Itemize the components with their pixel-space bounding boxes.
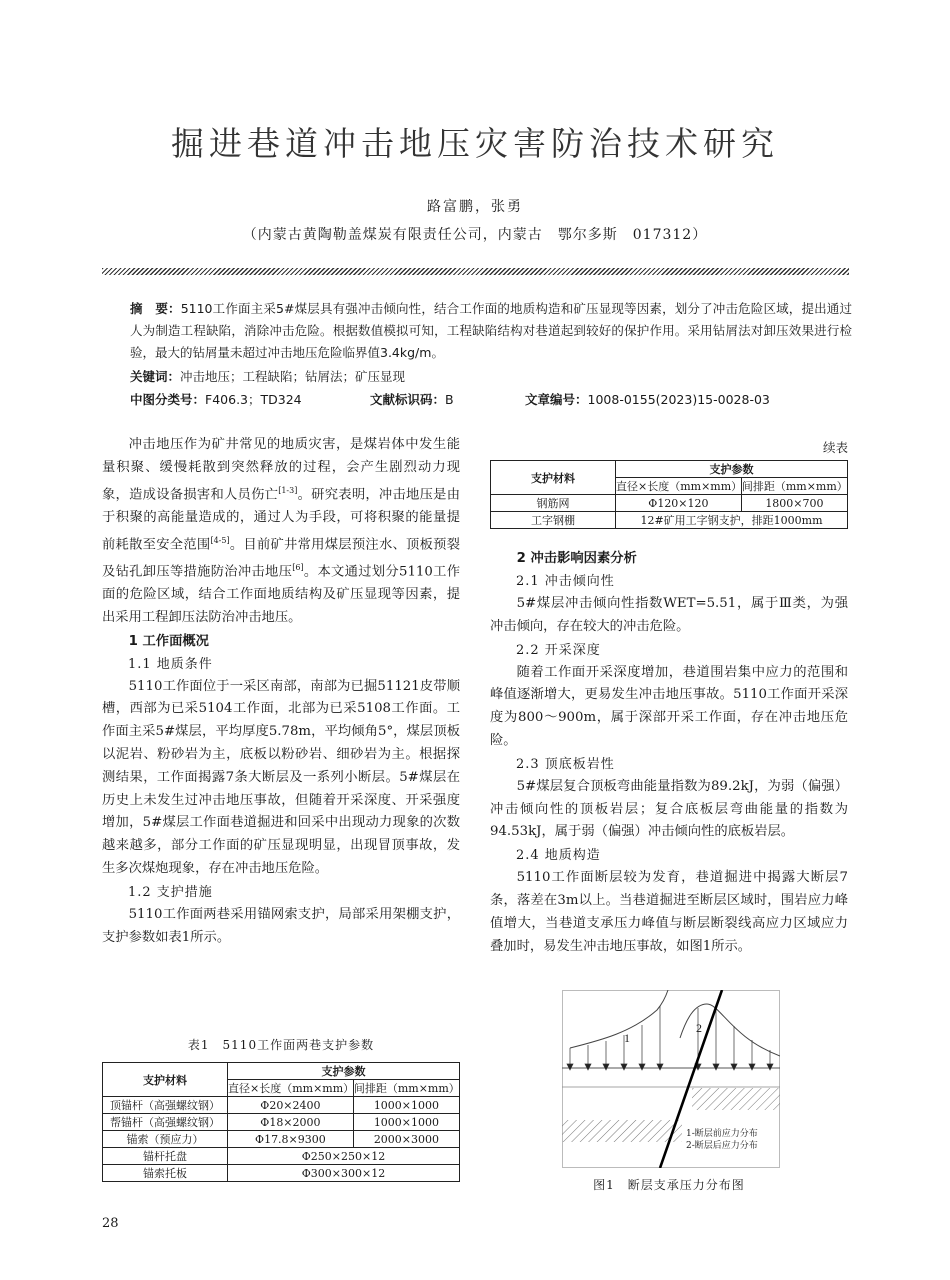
body-paragraph: 5#煤层复合顶板弯曲能量指数为89.2kJ，为弱（偏强）冲击倾向性的顶板岩层；复合底板层弯曲能量的指数为94.53kJ，属于弱（偏强）冲击倾向性的底板岩层。 — [490, 778, 848, 840]
figure1-caption: 图1 断层支承压力分布图 — [593, 1178, 745, 1192]
subsection-heading: 1.1 地质条件 — [128, 656, 213, 672]
subsection-heading: 2.2 开采深度 — [516, 642, 601, 658]
figure1-diagram — [562, 990, 780, 1168]
body-paragraph: 5110工作面两巷采用锚网索支护，局部采用架棚支护，支护参数如表1所示。 — [102, 906, 460, 945]
header-divider — [102, 268, 849, 275]
clc-label: 中图分类号： — [130, 392, 206, 407]
table-header: 直径×长度（mm×mm） — [616, 478, 742, 495]
clc-value: F406.3；TD324 — [205, 392, 302, 407]
keywords — [130, 366, 405, 388]
curve-label-1: 1 — [624, 1031, 630, 1045]
legend-item: 2-断层后应力分布 — [686, 1141, 758, 1151]
stress-arrow-head — [657, 1064, 663, 1070]
stress-curve-1 — [570, 990, 668, 1048]
table-header: 支护材料 — [491, 461, 616, 495]
citation: [6] — [292, 562, 304, 572]
table-row: 锚索托板 Φ300×300×12 — [103, 1165, 460, 1182]
classification-line — [130, 389, 770, 411]
abstract — [130, 298, 852, 364]
table-row: 锚杆托盘 Φ250×250×12 — [103, 1148, 460, 1165]
stress-arrow-head — [585, 1064, 591, 1070]
paper-title: 掘进巷道冲击地压灾害防治技术研究 — [171, 124, 779, 163]
table-header: 间排距（mm×mm） — [353, 1080, 459, 1097]
table-row: 钢筋网 Φ120×120 1800×700 — [491, 495, 848, 512]
stress-arrow-head — [567, 1064, 573, 1070]
stress-arrows — [567, 1006, 773, 1070]
subsection-heading: 1.2 支护措施 — [128, 884, 213, 900]
subsection-heading: 2.3 顶底板岩性 — [516, 756, 615, 772]
affiliation: （内蒙古黄陶勒盖煤炭有限责任公司，内蒙古 鄂尔多斯 017312） — [242, 227, 708, 243]
body-paragraph: 5110工作面断层较为发育，巷道掘进中揭露大断层7条，落差在3m以上。当巷道掘进至断层区域时，围岩应力峰值增大，当巷道支承压力峰值与断层断裂线高应力区域应力叠加时，易发生冲击地压事故，如图1所示。 — [490, 870, 848, 954]
section-heading: 1 工作面概况 — [128, 633, 209, 649]
doc-code-label: 文献标识码： — [370, 392, 446, 407]
stress-arrow-head — [621, 1064, 627, 1070]
table-header: 间排距（mm×mm） — [741, 478, 847, 495]
subsection-heading: 2.4 地质构造 — [516, 848, 601, 864]
curve-label-2: 2 — [696, 1021, 702, 1035]
section-heading: 2 冲击影响因素分析 — [516, 551, 637, 566]
table1-caption: 表1 5110工作面两巷支护参数 — [187, 1038, 375, 1052]
stress-arrow-head — [639, 1064, 645, 1070]
abstract-text: 5110工作面主采5#煤层具有强冲击倾向性，结合工作面的地质构造和矿压显现等因素，划分了冲击危险区域，提出通过人为制造工程缺陷，消除冲击危险。根据数值模拟可知，工程缺陷结构对巷道起到较好的保护作用。采用钻屑法对卸压效果进行检验，最大的钻屑量未超过冲击地压危险临界值3.4kg/m。 — [130, 301, 852, 360]
roof-strata-hatch — [692, 1088, 780, 1110]
body-paragraph: 5#煤层冲击倾向性指数WET=5.51，属于Ⅲ类，为强冲击倾向，存在较大的冲击危险。 — [490, 596, 848, 634]
body-paragraph: 5110工作面位于一采区南部，南部为已掘51121皮带顺槽，西部为已采5104工作面，北部为已采5108工作面。工作面主采5#煤层，平均厚度5.78m，平均倾角5°，煤层顶板以泥岩、粉砂岩为主，底板以粉砂岩、细砂岩为主。根据探测结果，工作面揭露7条大断层及一系列小断层。5#煤层在历史上未发生过冲击地压事故，但随着开采深度、开采强度增加，5#煤层工作面巷道掘进和回采中出现动力现象的次数越来越多，部分工作面的矿压显现明显，出现冒顶事故，发生多次煤炮现象，存在冲击地压危险。 — [102, 678, 460, 877]
stress-arrow-head — [713, 1064, 719, 1070]
table-row: 锚索（预应力） Φ17.8×9300 2000×3000 — [103, 1131, 460, 1148]
legend-item: 1-断层前应力分布 — [686, 1129, 758, 1139]
doc-code-value: B — [445, 392, 454, 407]
stress-arrow-head — [767, 1064, 773, 1070]
subsection-heading: 2.1 冲击倾向性 — [516, 574, 615, 589]
table-header: 直径×长度（mm×mm） — [228, 1080, 354, 1097]
abstract-label: 摘 要： — [130, 301, 181, 316]
keywords-label: 关键词： — [130, 369, 181, 384]
floor-strata-hatch — [562, 1120, 682, 1142]
table-continued-label: 续表 — [822, 440, 848, 455]
table-header: 支护材料 — [103, 1063, 228, 1097]
table-header: 支护参数 — [228, 1063, 460, 1080]
body-paragraph: 随着工作面开采深度增加，巷道围岩集中应力的范围和峰值逐渐增大，更易发生冲击地压事故。5110工作面开采深度为800～900m，属于深部开采工作面，存在冲击地压危险。 — [490, 664, 848, 748]
table-row: 顶锚杆（高强螺纹钢） Φ20×2400 1000×1000 — [103, 1097, 460, 1114]
table1 — [102, 1062, 460, 1182]
stress-arrow-head — [749, 1064, 755, 1070]
right-column — [490, 547, 848, 958]
table-row: 帮锚杆（高强螺纹钢） Φ18×2000 1000×1000 — [103, 1114, 460, 1131]
stress-arrow-head — [603, 1064, 609, 1070]
page-number: 28 — [102, 1216, 119, 1231]
table1-continued — [490, 460, 848, 529]
article-no-label: 文章编号： — [525, 392, 588, 407]
table-row: 工字钢棚 12#矿用工字钢支护，排距1000mm — [491, 512, 848, 529]
stress-arrow-head — [731, 1064, 737, 1070]
left-column — [102, 434, 460, 949]
authors: 路富鹏，张勇 — [427, 199, 523, 215]
table-header: 支护参数 — [616, 461, 848, 478]
stress-curve-2 — [680, 1004, 780, 1056]
keywords-text: 冲击地压；工程缺陷；钻屑法；矿压显现 — [180, 369, 406, 384]
citation: [4-5] — [210, 535, 230, 545]
article-no-value: 1008-0155(2023)15-0028-03 — [587, 392, 770, 407]
intro-paragraph: 冲击地压作为矿井常见的地质灾害，是煤岩体中发生能量积聚、缓慢耗散到突然释放的过程，会产生剧烈动力现象，造成设备损害和人员伤亡[1-3]。研究表明，冲击地压是由于积聚的高能量造成的，通过人为手段，可将积聚的能量提前耗散至安全范围[4-5]。目前矿井常用煤层预注水、顶板预裂及钻孔卸压等措施防治冲击地压[6]。本文通过划分5110工作面的危险区域，结合工作面地质结构及矿压显现等因素，提出采用工程卸压法防治冲击地压。 — [102, 437, 461, 625]
citation: [1-3] — [278, 485, 298, 495]
